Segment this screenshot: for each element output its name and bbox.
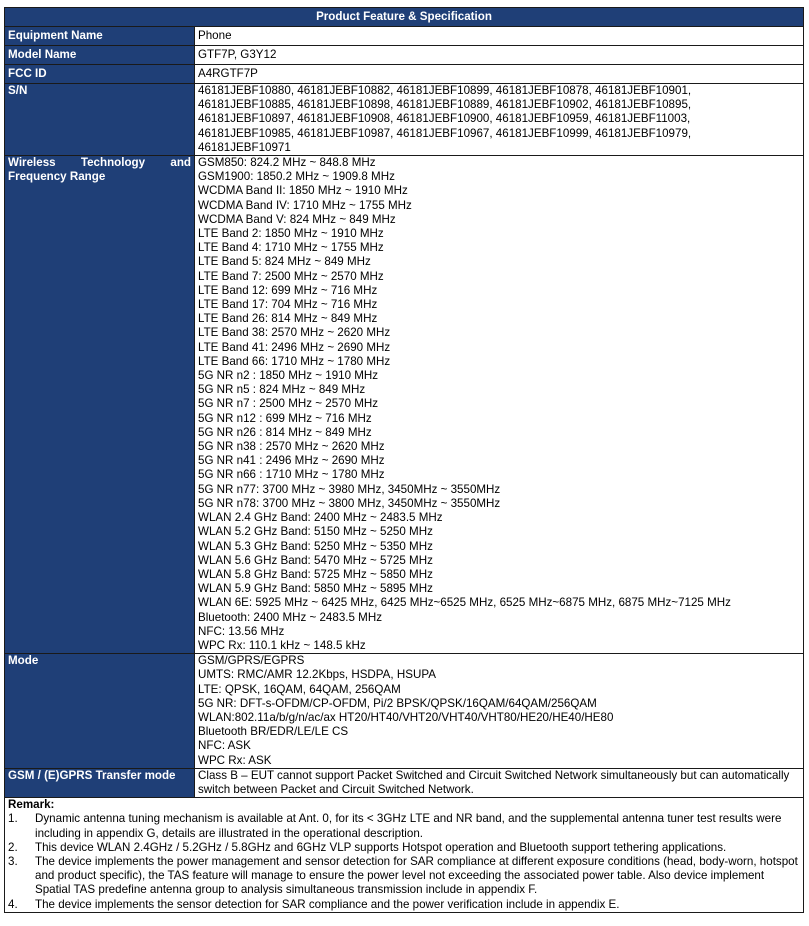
remark-text: Dynamic antenna tuning mechanism is available at Ant. 0, for its < 3GHz LTE and NR band, and the supplemental antenna tuner test results were including in appendix G, details are illustrated in the operational description. [35,812,782,840]
mode-list [195,654,804,769]
frequency-line: LTE Band 41: 2496 MHz ~ 2690 MHz [198,340,391,354]
mode-line: UMTS: RMC/AMR 12.2Kbps, HSDPA, HSUPA [198,668,436,682]
frequency-line: 5G NR n77: 3700 MHz ~ 3980 MHz, 3450MHz ~ 3550MHz [198,482,501,496]
frequency-line: LTE Band 66: 1710 MHz ~ 1780 MHz [198,354,391,368]
wireless-label-line2: Frequency Range [8,170,106,184]
frequency-line: WLAN 5.9 GHz Band: 5850 MHz ~ 5895 MHz [198,582,433,596]
mode-line: LTE: QPSK, 16QAM, 64QAM, 256QAM [198,682,401,696]
model-name-row [5,46,804,65]
equipment-name-row [5,27,804,46]
frequency-line: Bluetooth: 2400 MHz ~ 2483.5 MHz [198,610,382,624]
frequency-line: WLAN 5.2 GHz Band: 5150 MHz ~ 5250 MHz [198,525,433,539]
remark-item [8,841,800,855]
remark-text: This device WLAN 2.4GHz / 5.2GHz / 5.8GHz and 6GHz VLP supports Hotspot operation and Bluetooth support tethering applications. [35,840,727,854]
sn-line: 46181JEBF10880, 46181JEBF10882, 46181JEBF10899, 46181JEBF10878, 46181JEBF10901, [198,84,692,97]
frequency-line: LTE Band 7: 2500 MHz ~ 2570 MHz [198,269,384,283]
frequency-line: WLAN 5.6 GHz Band: 5470 MHz ~ 5725 MHz [198,553,433,567]
frequency-line: 5G NR n26 : 814 MHz ~ 849 MHz [198,425,372,439]
remark-number: 4. [8,897,18,911]
equipment-name-value: Phone [195,27,804,46]
model-name-value: GTF7P, G3Y12 [195,46,804,65]
frequency-line: 5G NR n41 : 2496 MHz ~ 2690 MHz [198,454,385,468]
mode-row [5,654,804,769]
frequency-line: WCDMA Band V: 824 MHz ~ 849 MHz [198,212,396,226]
fcc-id-row [5,65,804,84]
frequency-line: 5G NR n7 : 2500 MHz ~ 2570 MHz [198,397,379,411]
spec-table [4,7,804,913]
frequency-line: 5G NR n38 : 2570 MHz ~ 2620 MHz [198,440,385,454]
remark-text: The device implements the power management and sensor detection for SAR compliance at different exposure conditions (head, body-worn, hotspot and product specific), the TAS feature will manage to ensure the power level not exceeding the associated power table. Also device implement Spatial TAS predefine antenna group to analysis simultaneous transmission include in appendix F. [35,854,798,897]
remark-item [8,812,800,840]
frequency-line: WCDMA Band II: 1850 MHz ~ 1910 MHz [198,184,408,198]
wireless-list [195,156,804,654]
mode-line: WPC Rx: ASK [198,753,272,767]
transfer-mode-label: GSM / (E)GPRS Transfer mode [5,768,195,797]
mode-label: Mode [5,654,195,769]
wireless-row [5,156,804,654]
frequency-line: GSM850: 824.2 MHz ~ 848.8 MHz [198,156,376,170]
sn-line: 46181JEBF10971 [198,140,291,154]
frequency-line: 5G NR n2 : 1850 MHz ~ 1910 MHz [198,369,379,383]
remark-section [5,798,804,913]
frequency-line: WLAN 6E: 5925 MHz ~ 6425 MHz, 6425 MHz~6525 MHz, 6525 MHz~6875 MHz, 6875 MHz~7125 MHz [198,596,731,610]
frequency-line: LTE Band 4: 1710 MHz ~ 1755 MHz [198,241,384,255]
mode-line: NFC: ASK [198,739,251,753]
remark-title: Remark: [8,798,55,812]
wireless-label [5,156,195,654]
table-title-row [5,8,804,27]
wireless-label-line1: Wireless Technology and [8,156,191,170]
remark-item [8,898,800,912]
frequency-line: NFC: 13.56 MHz [198,624,285,638]
mode-line: Bluetooth BR/EDR/LE/LE CS [198,725,349,739]
remark-number: 1. [8,812,18,826]
remark-row [5,798,804,913]
frequency-line: LTE Band 2: 1850 MHz ~ 1910 MHz [198,227,384,241]
remark-text: The device implements the sensor detection for SAR compliance and the power verification include in appendix E. [35,897,620,911]
frequency-line: LTE Band 12: 699 MHz ~ 716 MHz [198,283,378,297]
frequency-line: WLAN 5.3 GHz Band: 5250 MHz ~ 5350 MHz [198,539,433,553]
remark-number: 3. [8,854,18,868]
frequency-line: 5G NR n78: 3700 MHz ~ 3800 MHz, 3450MHz ~ 3550MHz [198,496,501,510]
frequency-line: 5G NR n5 : 824 MHz ~ 849 MHz [198,383,366,397]
mode-line: GSM/GPRS/EGPRS [198,654,305,668]
equipment-name-label: Equipment Name [5,27,195,46]
frequency-line: WLAN 5.8 GHz Band: 5725 MHz ~ 5850 MHz [198,567,433,581]
sn-line: 46181JEBF10985, 46181JEBF10987, 46181JEBF10967, 46181JEBF10999, 46181JEBF10979, [198,126,692,140]
frequency-line: LTE Band 38: 2570 MHz ~ 2620 MHz [198,326,391,340]
frequency-line: LTE Band 26: 814 MHz ~ 849 MHz [198,312,378,326]
frequency-line: LTE Band 5: 824 MHz ~ 849 MHz [198,255,371,269]
model-name-label: Model Name [5,46,195,65]
frequency-line: 5G NR n12 : 699 MHz ~ 716 MHz [198,411,372,425]
transfer-mode-row [5,768,804,797]
frequency-line: LTE Band 17: 704 MHz ~ 716 MHz [198,298,378,312]
sn-line: 46181JEBF10885, 46181JEBF10898, 46181JEBF10889, 46181JEBF10902, 46181JEBF10895, [198,98,692,112]
fcc-id-value: A4RGTF7P [195,65,804,84]
frequency-line: GSM1900: 1850.2 MHz ~ 1909.8 MHz [198,170,395,184]
sn-list [195,84,804,156]
transfer-mode-value: Class B – EUT cannot support Packet Switched and Circuit Switched Network simultaneously but can automatically switch between Packet and Circuit Switched Network. [195,768,804,797]
sn-row [5,84,804,156]
frequency-line: WPC Rx: 110.1 kHz ~ 148.5 kHz [198,638,366,652]
table-title: Product Feature & Specification [5,8,804,27]
mode-line: WLAN:802.11a/b/g/n/ac/ax HT20/HT40/VHT20/VHT40/VHT80/HE20/HE40/HE80 [198,710,614,724]
frequency-line: WLAN 2.4 GHz Band: 2400 MHz ~ 2483.5 MHz [198,511,443,525]
mode-line: 5G NR: DFT-s-OFDM/CP-OFDM, Pi/2 BPSK/QPSK/16QAM/64QAM/256QAM [198,696,597,710]
remark-number: 2. [8,840,18,854]
frequency-line: WCDMA Band IV: 1710 MHz ~ 1755 MHz [198,198,412,212]
sn-label: S/N [5,84,195,156]
fcc-id-label: FCC ID [5,65,195,84]
frequency-line: 5G NR n66 : 1710 MHz ~ 1780 MHz [198,468,385,482]
remark-item [8,855,800,898]
sn-line: 46181JEBF10897, 46181JEBF10908, 46181JEBF10900, 46181JEBF10959, 46181JEBF11003, [198,112,691,126]
